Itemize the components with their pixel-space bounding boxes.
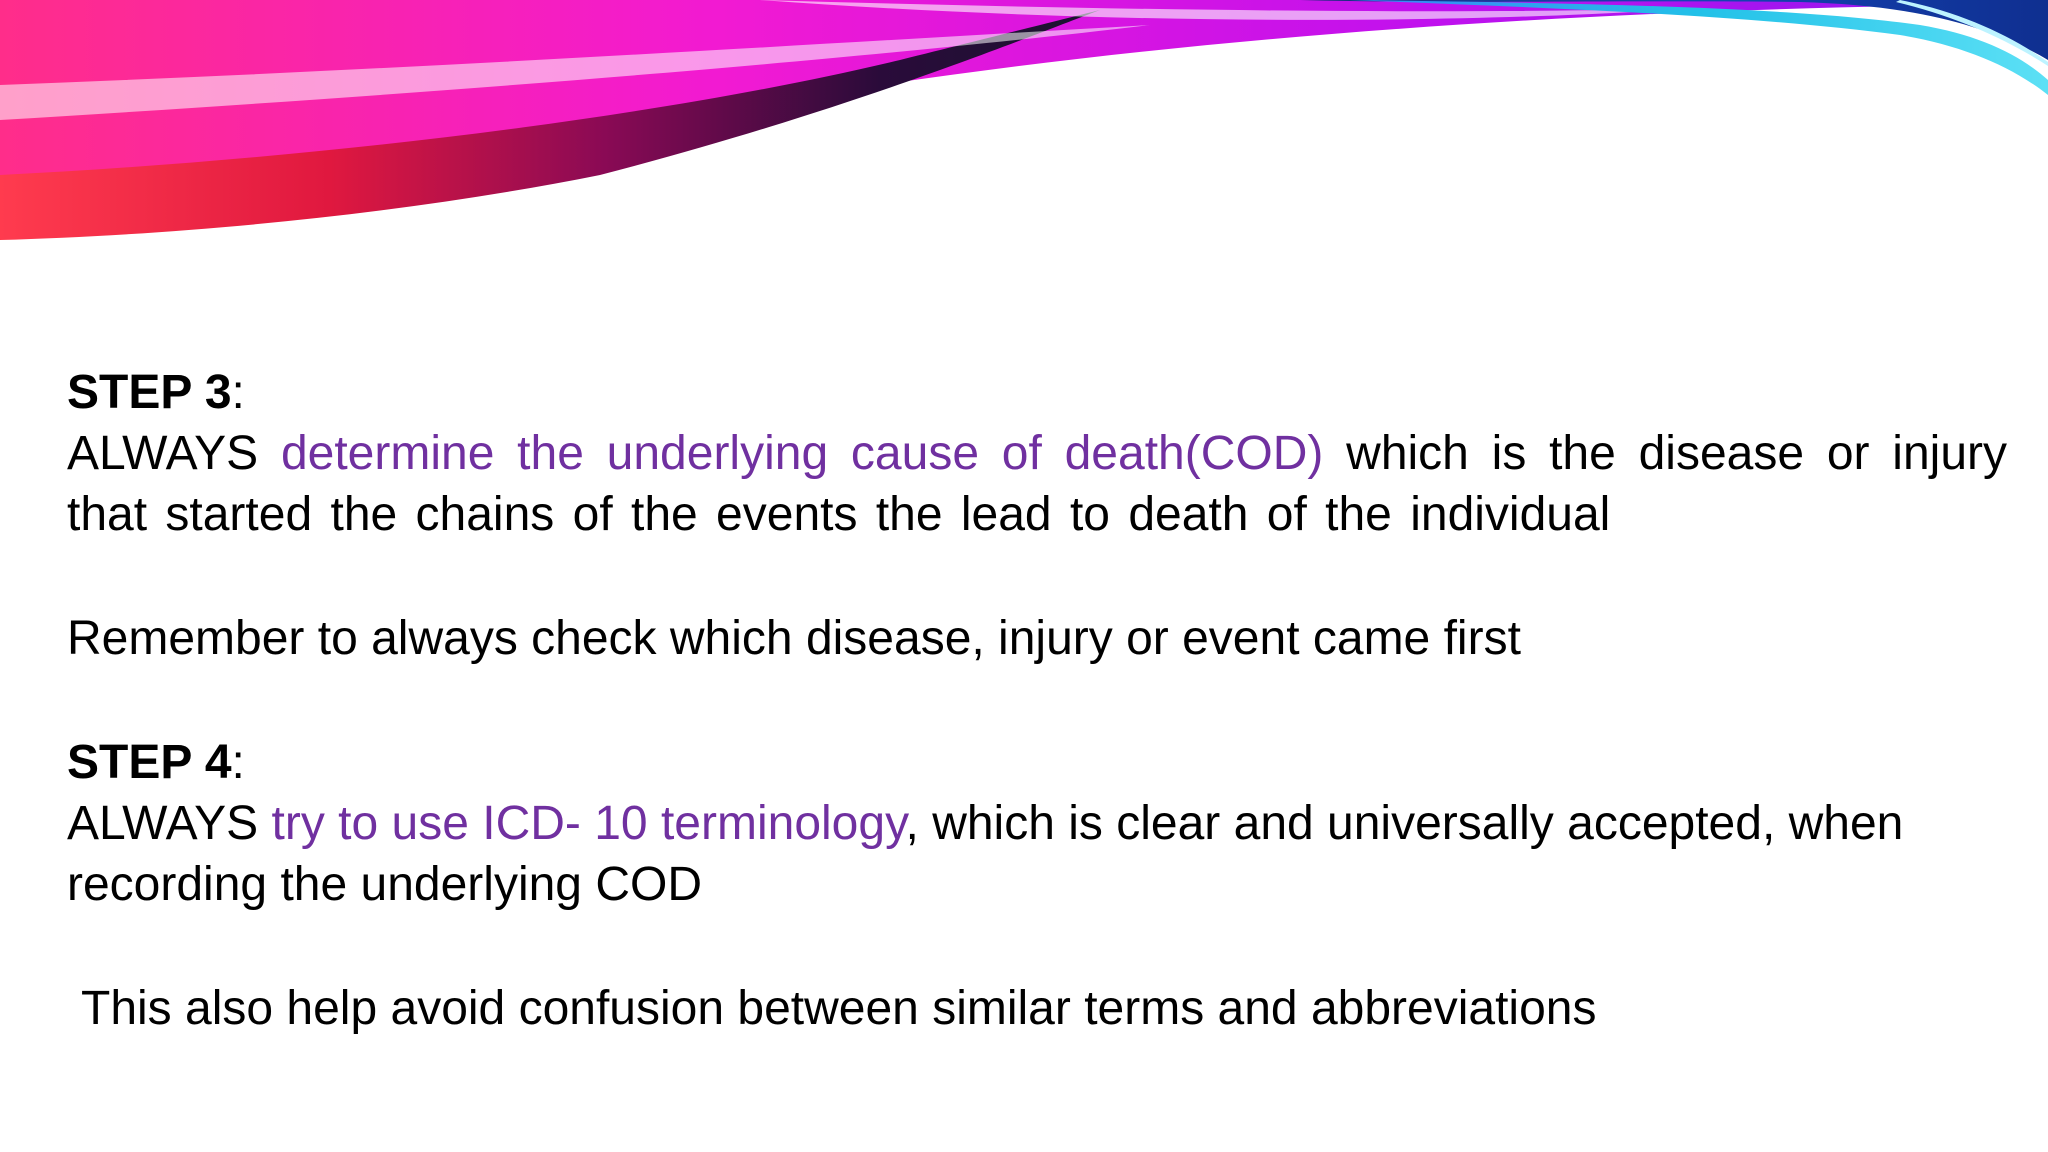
step3-label: STEP 3 (67, 366, 232, 419)
step4-note: This also help avoid confusion between similar terms and abbreviations (81, 982, 1597, 1035)
step3-instruction (67, 423, 2007, 545)
step4-lead: ALWAYS (67, 797, 259, 850)
step4-instruction (67, 793, 2007, 915)
step3-heading (67, 362, 2007, 423)
step4-colon: : (231, 736, 245, 789)
step3-colon: : (231, 366, 245, 419)
step3-reminder: Remember to always check which disease, injury or event came first (67, 612, 1521, 665)
step3-lead: ALWAYS (67, 427, 259, 480)
step4-label: STEP 4 (67, 736, 232, 789)
step3-rest: which is the disease or injury that started the chains of the events the lead to death of the individual (67, 427, 2007, 541)
step4-heading (67, 732, 2007, 793)
step4-highlight: try to use ICD- 10 terminology (271, 797, 906, 850)
slide-content (67, 362, 2007, 1039)
header-swoosh-decoration (0, 0, 2048, 300)
step4-rest: , which is clear and universally accepted, when recording the underlying COD (67, 797, 1904, 911)
step3-highlight: determine the underlying cause of death(COD) (280, 427, 1324, 480)
